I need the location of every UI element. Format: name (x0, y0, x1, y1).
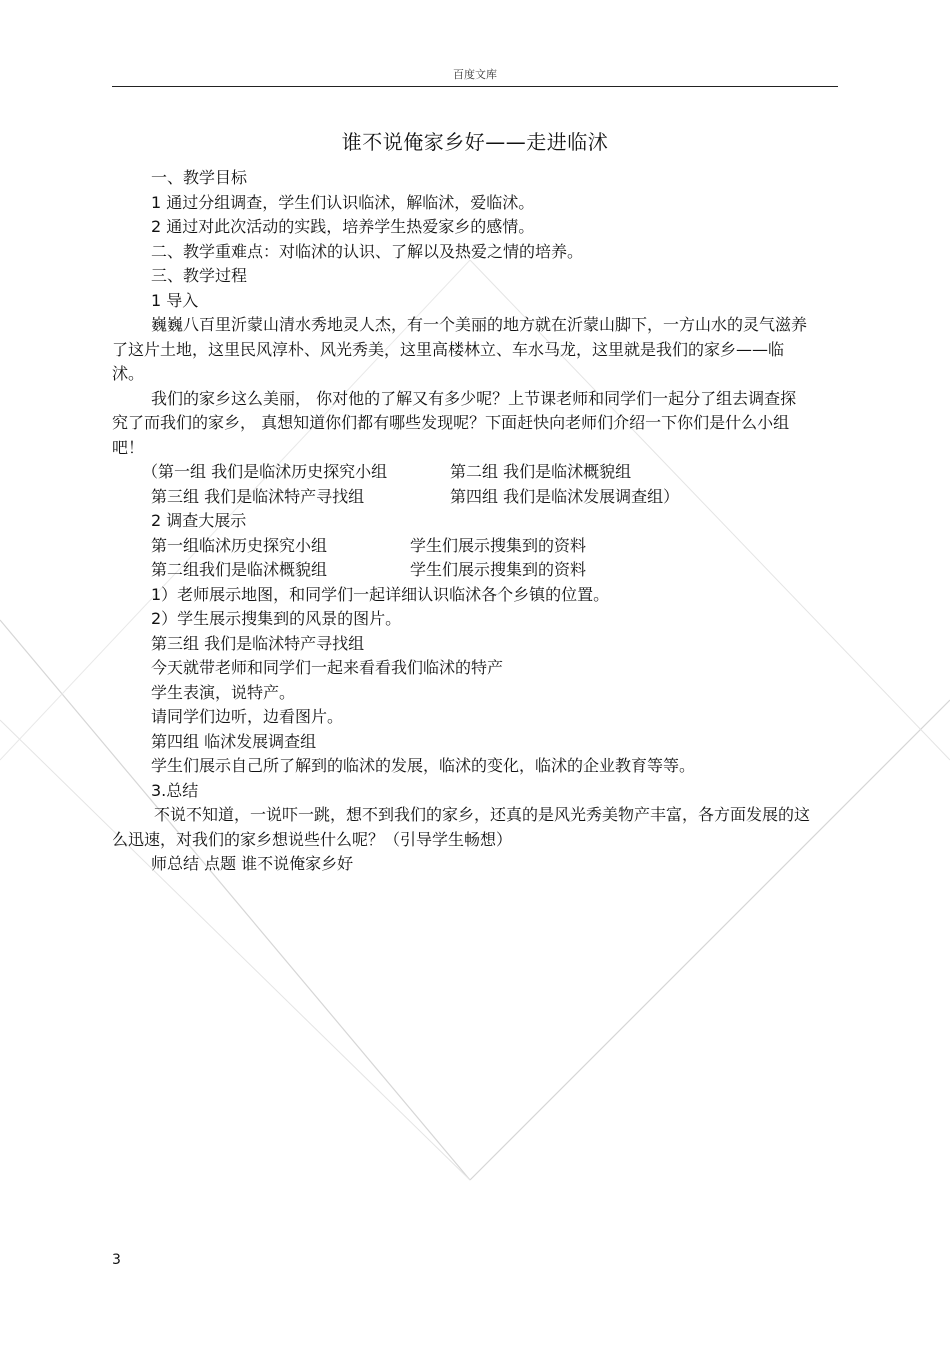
paragraph: 我们的家乡这么美丽， 你对他的了解又有多少呢？上节课老师和同学们一起分了组去调查探究了而我们的家乡， 真想知道你们都有哪些发现呢？下面赶快向老师们介绍一下你们是什么小组吧！ (112, 388, 797, 457)
sub-item: 1）老师展示地图，和同学们一起详细认识临沭各个乡镇的位置。 (151, 584, 610, 604)
text-line: 学生表演，说特产。 (151, 682, 296, 702)
paragraph: 不说不知道，一说吓一跳，想不到我们的家乡，还真的是风光秀美物产丰富，各方面发展的这么迅速，对我们的家乡想说些什么呢？（引导学生畅想） (112, 805, 811, 849)
step-heading: 3.总结 (151, 780, 199, 800)
show-row (112, 558, 812, 583)
text-line: 学生们展示自己所了解到的临沭的发展，临沭的变化，临沭的企业教育等等。 (151, 756, 696, 775)
group-heading: 第四组 临沭发展调查组 (151, 731, 317, 751)
paragraph: 巍巍八百里沂蒙山清水秀地灵人杰，有一个美丽的地方就在沂蒙山脚下，一方山水的灵气滋养了这片土地，这里民风淳朴、风光秀美，这里高楼林立、车水马龙，这里就是我们的家乡——临沭。 (112, 315, 808, 383)
section-heading-key-points: 二、教学重难点：对临沭的认识、了解以及热爱之情的培养。 (151, 241, 584, 261)
groups-row (112, 460, 812, 485)
document-body (112, 166, 812, 877)
objective-item: 2 通过对此次活动的实践，培养学生热爱家乡的感情。 (151, 217, 535, 236)
group-label: （第一组 我们是临沭历史探究小组 (142, 462, 388, 481)
show-group: 第一组临沭历史探究小组 (151, 535, 328, 555)
document-title: 谁不说俺家乡好——走进临沭 (341, 130, 609, 154)
groups-row (112, 485, 812, 510)
step-heading: 1 导入 (151, 290, 199, 310)
show-group: 第二组我们是临沭概貌组 (151, 560, 328, 579)
show-row (112, 534, 812, 559)
page-header: 百度文库 (453, 68, 497, 81)
show-activity: 学生们展示搜集到的资料 (410, 560, 587, 579)
group-label: 第二组 我们是临沭概貌组 (450, 462, 632, 481)
group-heading: 第三组 我们是临沭特产寻找组 (151, 633, 365, 653)
text-line: 今天就带老师和同学们一起来看看我们临沭的特产 (151, 658, 504, 677)
closing-line: 师总结 点题 谁不说俺家乡好 (151, 854, 354, 873)
page-number: 3 (112, 1252, 121, 1268)
sub-item: 2）学生展示搜集到的风景的图片。 (151, 609, 402, 628)
section-heading-process: 三、教学过程 (151, 266, 248, 285)
section-heading-objectives: 一、教学目标 (151, 168, 248, 187)
header-divider (112, 86, 838, 87)
show-activity: 学生们展示搜集到的资料 (410, 535, 587, 555)
group-label: 第四组 我们是临沭发展调查组） (450, 486, 680, 506)
step-heading: 2 调查大展示 (151, 511, 247, 530)
text-line: 请同学们边听，边看图片。 (151, 707, 344, 726)
objective-item: 1 通过分组调查，学生们认识临沭，解临沭，爱临沭。 (151, 192, 535, 212)
group-label: 第三组 我们是临沭特产寻找组 (151, 486, 365, 506)
